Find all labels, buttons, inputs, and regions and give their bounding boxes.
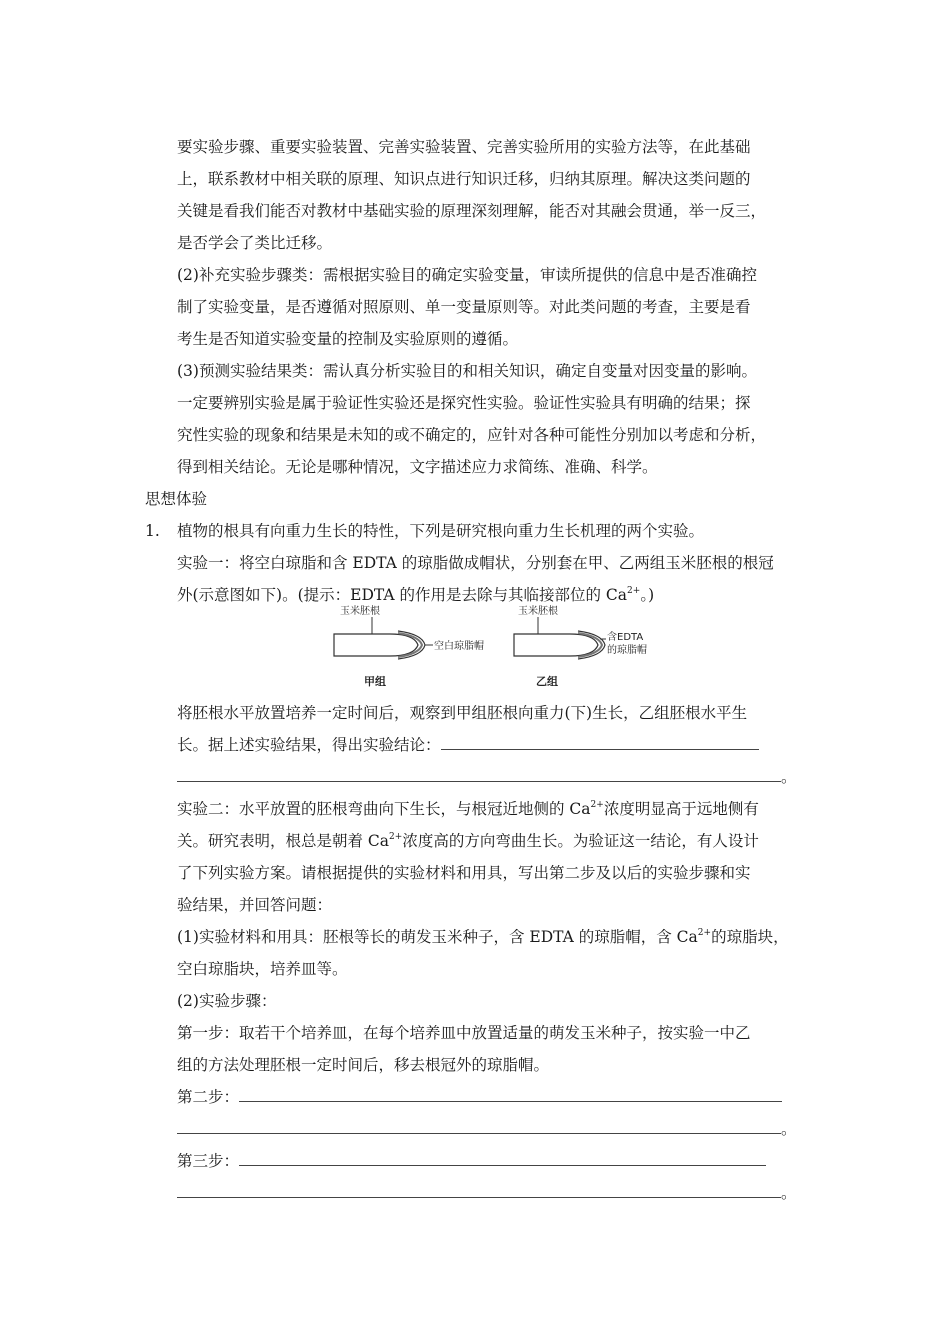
intro-line-2: 上，联系教材中相关联的原理、知识点进行知识迁移，归纳其原理。解决这类问题的	[177, 170, 751, 188]
answer-blank-step3-1[interactable]	[239, 1151, 766, 1166]
materials-line-1: (1)实验材料和用具：胚根等长的萌发玉米种子，含 EDTA 的琼脂帽，含 $Ca^{2+}$的琼脂块，	[177, 928, 789, 946]
section-title: 思想体验	[145, 490, 208, 508]
step2-answer-line: 。	[177, 1119, 797, 1139]
observation-line-1: 将胚根水平放置培养一定时间后，观察到甲组胚根向重力(下)生长，乙组胚根水平生	[177, 704, 748, 722]
answer-blank-conclusion-1[interactable]	[441, 735, 759, 750]
materials-line-2: 空白琼脂块，培养皿等。	[177, 960, 348, 978]
radicle-figure	[330, 603, 660, 693]
steps-title: (2)实验步骤：	[177, 992, 277, 1010]
cap-label-a: 空白琼脂帽	[434, 641, 484, 652]
intro-line-1: 要实验步骤、重要实验装置、完善实验装置、完善实验所用的实验方法等，在此基础	[177, 138, 751, 156]
step1-line-1: 第一步：取若干个培养皿，在每个培养皿中放置适量的萌发玉米种子，按实验一中乙	[177, 1024, 751, 1042]
answer-blank-step2-1[interactable]	[239, 1087, 782, 1102]
experiment2-line-2: 关。研究表明，根总是朝着 $Ca^{2+}$浓度高的方向弯曲生长。为验证这一结论，有人设计	[177, 832, 759, 850]
answer-blank-step2-2[interactable]	[177, 1119, 781, 1134]
para2-line-1: (2)补充实验步骤类：需根据实验目的确定实验变量，审读所提供的信息中是否准确控	[177, 266, 757, 284]
para3-line-1: (3)预测实验结果类：需认真分析实验目的和相关知识，确定自变量对因变量的影响。	[177, 362, 757, 380]
answer-blank-step3-2[interactable]	[177, 1183, 781, 1198]
answer-line-conclusion: 。	[177, 767, 797, 787]
experiment1-line-1: 实验一：将空白琼脂和含 EDTA 的琼脂做成帽状，分别套在甲、乙两组玉米胚根的根冠	[177, 554, 774, 572]
experiment2-line-1: 实验二：水平放置的胚根弯曲向下生长，与根冠近地侧的 $Ca^{2+}$浓度明显高于远地侧有	[177, 800, 759, 818]
group-label-b: 乙组	[536, 675, 558, 688]
group-a-diagram	[334, 604, 484, 688]
para2-line-3: 考生是否知道实验变量的控制及实验原则的遵循。	[177, 330, 519, 348]
step2-line: 第二步：	[177, 1087, 782, 1107]
experiment1-line-2: 外(示意图如下)。(提示：EDTA 的作用是去除与其临接部位的 $Ca^{2+}$。)	[177, 586, 655, 604]
answer-blank-conclusion-2[interactable]	[177, 767, 781, 782]
radicle-shape-b	[514, 634, 598, 656]
cap-label-b-line-1: 含EDTA	[607, 632, 644, 643]
para3-line-2: 一定要辨别实验是属于验证性实验还是探究性实验。验证性实验具有明确的结果；探	[177, 394, 751, 412]
cap-label-b-line-2: 的琼脂帽	[607, 645, 647, 656]
para2-line-2: 制了实验变量，是否遵循对照原则、单一变量原则等。对此类问题的考查，主要是看	[177, 298, 751, 316]
observation-line-2: 长。据上述实验结果，得出实验结论：	[177, 735, 759, 755]
intro-line-4: 是否学会了类比迁移。	[177, 234, 333, 252]
group-label-a: 甲组	[364, 675, 386, 688]
step1-line-2: 组的方法处理胚根一定时间后，移去根冠外的琼脂帽。	[177, 1056, 550, 1074]
experiment2-line-4: 验结果，并回答问题：	[177, 896, 333, 914]
step3-answer-line: 。	[177, 1183, 797, 1203]
question-stem: 植物的根具有向重力生长的特性，下列是研究根向重力生长机理的两个实验。	[177, 522, 705, 540]
para3-line-4: 得到相关结论。无论是哪种情况，文字描述应力求简练、准确、科学。	[177, 458, 658, 476]
question-number: 1.	[145, 522, 160, 540]
group-b-diagram	[514, 604, 647, 688]
radicle-shape-a	[334, 634, 418, 656]
root-label-a: 玉米胚根	[340, 606, 380, 617]
experiment2-line-3: 了下列实验方案。请根据提供的实验材料和用具，写出第二步及以后的实验步骤和实	[177, 864, 751, 882]
step3-line: 第三步：	[177, 1151, 766, 1171]
intro-line-3: 关键是看我们能否对教材中基础实验的原理深刻理解，能否对其融会贯通，举一反三，	[177, 202, 767, 220]
para3-line-3: 究性实验的现象和结果是未知的或不确定的，应针对各种可能性分别加以考虑和分析，	[177, 426, 767, 444]
root-label-b: 玉米胚根	[518, 606, 558, 617]
